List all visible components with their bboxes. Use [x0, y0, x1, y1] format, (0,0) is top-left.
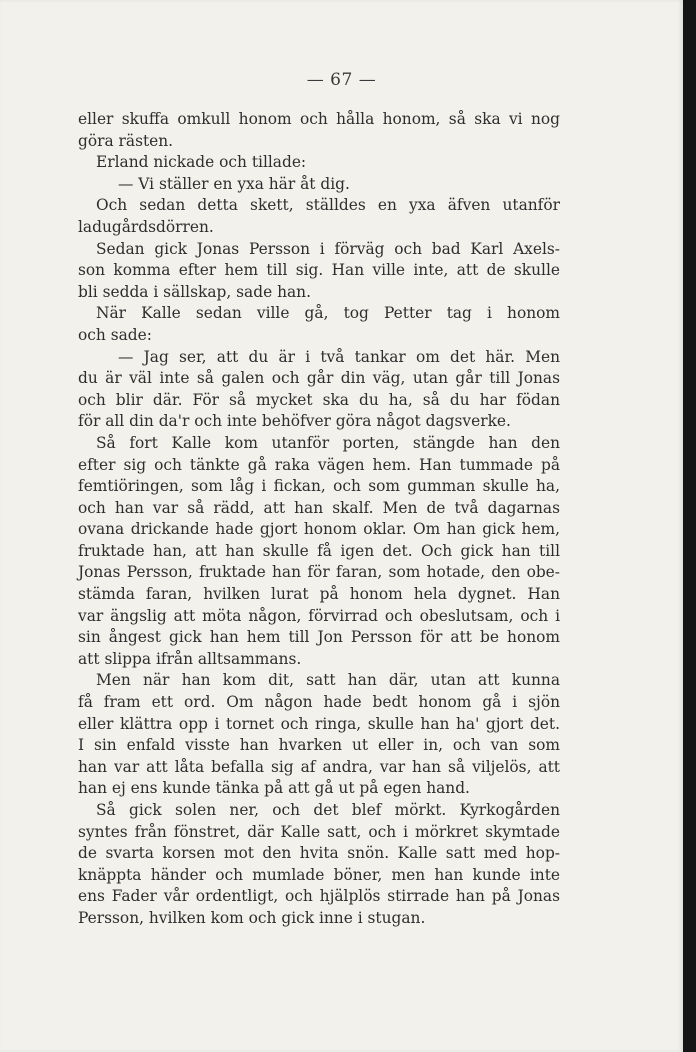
text-line: ladugårdsdörren.	[78, 217, 214, 236]
text-line: få fram ett ord. Om någon hade bedt honom gå i sjön	[78, 693, 560, 712]
text-line: Persson, hvilken kom och gick inne i stugan.	[78, 908, 426, 927]
text-line: efter sig och tänkte gå raka vägen hem. Han tummade på	[78, 455, 560, 474]
text-line: knäppta händer och mumlade böner, men han kunde inte	[78, 865, 560, 884]
text-line: var ängslig att möta någon, förvirrad och obeslutsam, och i	[78, 606, 560, 625]
text-line: de svarta korsen mot den hvita snön. Kalle satt med hop-	[78, 844, 560, 863]
text-line: Sedan gick Jonas Persson i förväg och bad Karl Axels-	[96, 239, 560, 258]
text-line: fruktade han, att han skulle få igen det. Och gick han till	[78, 541, 560, 560]
text-line: I sin enfald visste han hvarken ut eller in, och van som	[78, 736, 560, 755]
text-line: och sade:	[78, 325, 152, 344]
text-line: ens Fader vår ordentligt, och hjälplös stirrade han på Jonas	[78, 887, 560, 906]
text-line: Jonas Persson, fruktade han för faran, som hotade, den obe-	[78, 563, 560, 582]
text-line: ovana drickande hade gjort honom oklar. Om han gick hem,	[78, 520, 560, 539]
body-text	[78, 109, 560, 930]
text-line: och han var så rädd, att han skalf. Men de två dagarnas	[78, 498, 560, 517]
text-line: Och sedan detta skett, ställdes en yxa äfven utanför	[96, 196, 560, 215]
text-line: göra rästen.	[78, 131, 174, 150]
text-line: stämda faran, hvilken lurat på honom hela dygnet. Han	[78, 585, 560, 604]
text-line: När Kalle sedan ville gå, tog Petter tag i honom	[96, 304, 560, 323]
text-line: Så fort Kalle kom utanför porten, stängde han den	[96, 433, 560, 452]
text-line: — Vi ställer en yxa här åt dig.	[118, 174, 350, 193]
text-line: son komma efter hem till sig. Han ville inte, att de skulle	[78, 261, 560, 280]
text-line: femtiöringen, som låg i fickan, och som gumman skulle ha,	[78, 477, 560, 496]
scan-edge	[683, 0, 696, 1052]
text-line: eller klättra opp i tornet och ringa, skulle han ha' gjort det.	[78, 714, 560, 733]
text-line: att slippa ifrån alltsammans.	[78, 649, 302, 668]
text-line: Men när han kom dit, satt han där, utan att kunna	[96, 671, 560, 690]
text-line: sin ångest gick han hem till Jon Persson för att be honom	[78, 628, 560, 647]
text-line: han ej ens kunde tänka på att gå ut på egen hand.	[78, 779, 470, 798]
text-line: du är väl inte så galen och går din väg, utan går till Jonas	[78, 369, 560, 388]
text-line: Erland nickade och tillade:	[96, 153, 307, 172]
text-line: — Jag ser, att du är i två tankar om det här. Men	[118, 347, 560, 366]
text-line: för all din da'r och inte behöfver göra något dagsverke.	[78, 412, 511, 431]
page-number: — 67 —	[306, 70, 377, 90]
text-line: och blir där. För så mycket ska du ha, så du har födan	[78, 390, 560, 409]
text-line: bli sedda i sällskap, sade han.	[78, 282, 311, 301]
text-line: han var att låta befalla sig af andra, var han så viljelös, att	[78, 757, 560, 776]
text-line: syntes från fönstret, där Kalle satt, och i mörkret skymtade	[78, 822, 560, 841]
text-line: Så gick solen ner, och det blef mörkt. Kyrkogården	[96, 801, 560, 819]
text-line: eller skuffa omkull honom och hålla honom, så ska vi nog	[78, 110, 560, 128]
